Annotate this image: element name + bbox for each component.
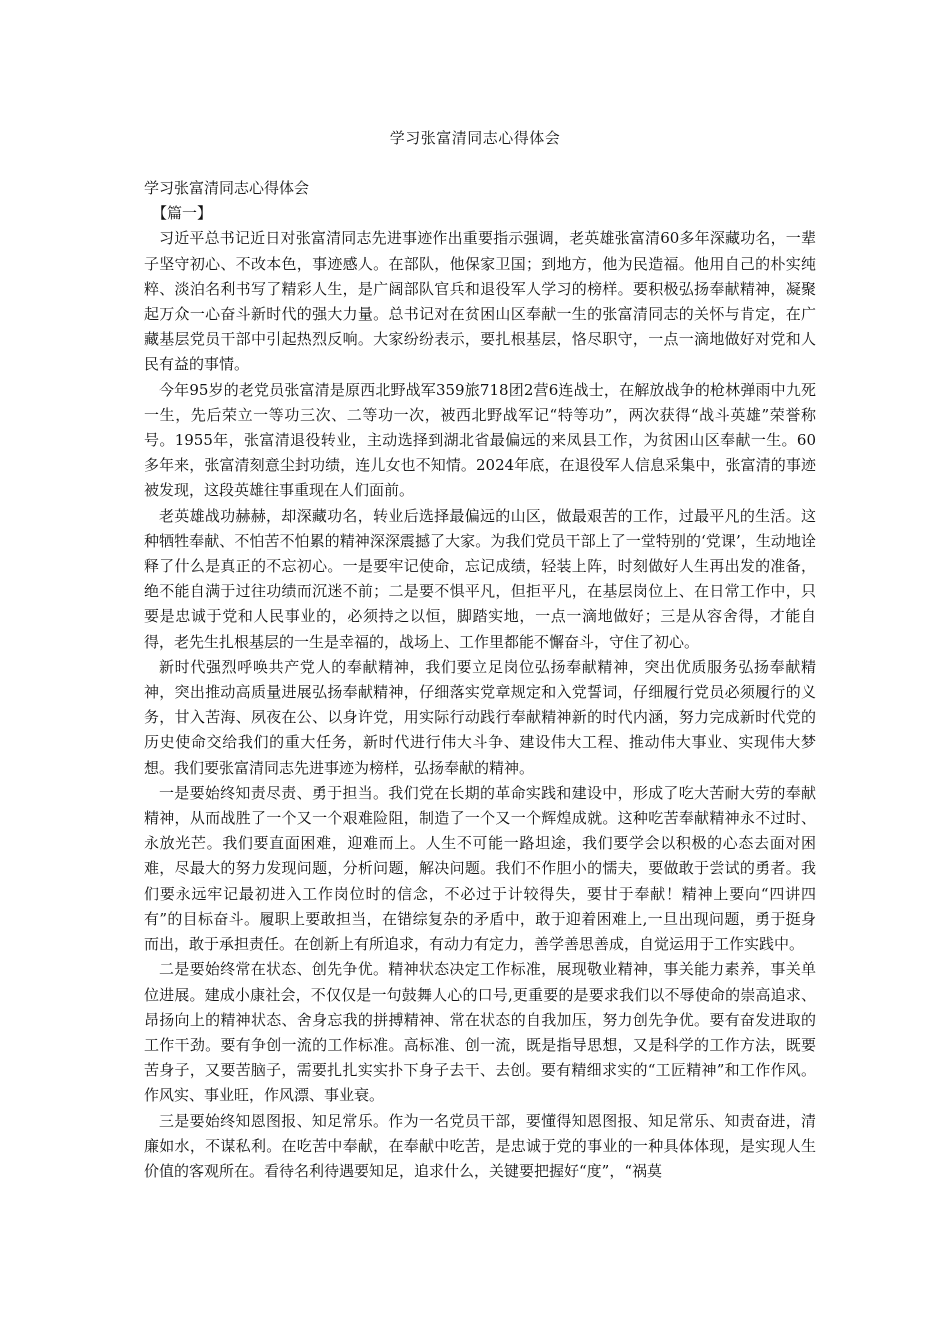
body-paragraph: 三是要始终知恩图报、知足常乐。作为一名党员干部，要懂得知恩图报、知足常乐、知责奋进，清廉如水，不谋私利。在吃苦中奉献，在奉献中吃苦，是忠诚于党的事业的一种具体体现，是实现人生价值的客观所在。看待名利待遇要知足，追求什么，关键要把握好“度”，“祸莫 — [144, 1111, 816, 1180]
body-paragraph: 新时代强烈呼唤共产党人的奉献精神，我们要立足岗位弘扬奉献精神，突出优质服务弘扬奉献精神，突出推动高质量进展弘扬奉献精神，仔细落实党章规定和入党誓词，仔细履行党员必须履行的义务，甘入苦海、夙夜在公、以身许党，用实际行动践行奉献精神新的时代内涵，努力完成新时代党的历史使命交给我们的重大任务，新时代进行伟大斗争、建设伟大工程、推动伟大事业、实现伟大梦想。我们要张富清同志先进事迹为榜样，弘扬奉献的精神。 — [144, 657, 816, 777]
body-paragraph: 老英雄战功赫赫，却深藏功名，转业后选择最偏远的山区，做最艰苦的工作，过最平凡的生活。这种牺牲奉献、不怕苦不怕累的精神深深震撼了大家。为我们党员干部上了一堂特别的‘党课’，生动地诠释了什么是真正的不忘初心。一是要牢记使命，忘记成绩，轻装上阵，时刻做好人生再出发的准备，绝不能自满于过往功绩而沉迷不前；二是要不惧平凡，但拒平凡，在基层岗位上、在日常工作中，只要是忠诚于党和人民事业的，必须持之以恒，脚踏实地，一点一滴地做好；三是从容舍得，才能自得，老先生扎根基层的一生是幸福的，战场上、工作里都能不懈奋斗，守住了初心。 — [144, 506, 816, 651]
document-heading: 学习张富清同志心得体会 — [144, 179, 310, 197]
body-paragraph: 一是要始终知责尽责、勇于担当。我们党在长期的革命实践和建设中，形成了吃大苦耐大劳的奉献精神，从而战胜了一个又一个艰难险阻，制造了一个又一个辉煌成就。这种吃苦奉献精神永不过时、永放光芒。我们要直面困难，迎难而上。人生不可能一路坦途，我们要学会以积极的心态去面对困难，尽最大的努力发现问题，分析问题，解决问题。我们不作胆小的懦夫，要做敢于尝试的勇者。我们要永远牢记最初进入工作岗位时的信念，不必过于计较得失，要甘于奉献！精神上要向“四讲四有”的目标奋斗。履职上要敢担当，在错综复杂的矛盾中，敢于迎着困难上,一旦出现问题，勇于挺身而出，敢于承担责任。在创新上有所追求，有动力有定力，善学善思善成，自觉运用于工作实践中。 — [144, 783, 816, 954]
body-paragraph: 习近平总书记近日对张富清同志先进事迹作出重要指示强调，老英雄张富清60多年深藏功名，一辈子坚守初心、不改本色，事迹感人。在部队，他保家卫国；到地方，他为民造福。他用自己的朴实纯粹、淡泊名利书写了精彩人生，是广阔部队官兵和退役军人学习的榜样。要积极弘扬奉献精神，凝聚起万众一心奋斗新时代的强大力量。总书记对在贫困山区奉献一生的张富清同志的关怀与肯定，在广藏基层党员干部中引起热烈反响。大家纷纷表示，要扎根基层，恪尽职守，一点一滴地做好对党和人民有益的事情。 — [144, 229, 816, 374]
body-paragraph: 今年95岁的老党员张富清是原西北野战军359旅718团2营6连战士，在解放战争的枪林弹雨中九死一生，先后荣立一等功三次、二等功一次，被西北野战军记“特等功”，两次获得“战斗英雄”荣誉称号。1955年，张富清退役转业，主动选择到湖北省最偏远的来凤县工作，为贫困山区奉献一生。60多年来，张富清刻意尘封功绩，连儿女也不知情。2024年底，在退役军人信息采集中，张富清的事迹被发现，这段英雄往事重现在人们面前。 — [144, 380, 816, 500]
section-label: 【篇一】 — [152, 204, 213, 223]
document-title: 学习张富清同志心得体会 — [389, 129, 561, 147]
document-body — [144, 176, 816, 1184]
body-paragraph: 二是要始终常在状态、创先争优。精神状态决定工作标准，展现敬业精神，事关能力素养，事关单位进展。建成小康社会，不仅仅是一句鼓舞人心的口号,更重要的是要求我们以不辱使命的崇高追求、昂扬向上的精神状态、舍身忘我的拼搏精神、常在状态的自我加压，努力创先争优。要有奋发进取的工作干劲。要有争创一流的工作标准。高标准、创一流，既是指导思想，又是科学的工作方法，既要苦身子，又要苦脑子，需要扎扎实实扑下身子去干、去创。要有精细求实的“工匠精神”和工作作风。作风实、事业旺，作风漂、事业衰。 — [144, 960, 816, 1105]
